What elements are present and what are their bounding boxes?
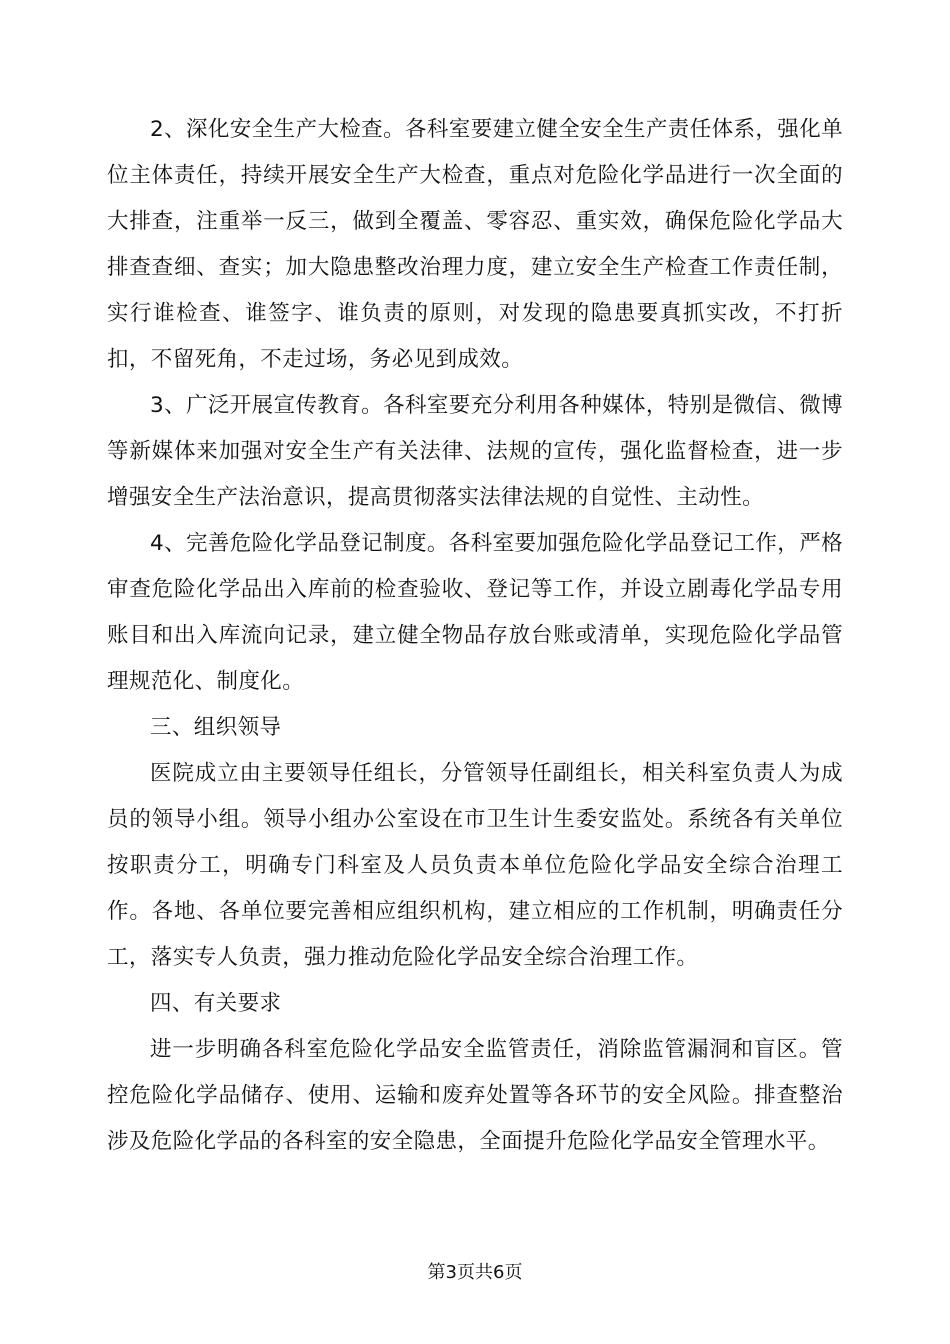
paragraph-requirements: 进一步明确各科室危险化学品安全监管责任，消除监管漏洞和盲区。管控危险化学品储存、使用、运输和废弃处置等各环节的安全风险。排查整治涉及危险化学品的各科室的安全隐患，全面提升危险化学品安全管理水平。 (107, 1037, 843, 1154)
document-body (107, 107, 843, 1165)
paragraph-chemical-registration: 4、完善危险化学品登记制度。各科室要加强危险化学品登记工作，严格审查危险化学品出入库前的检查验收、登记等工作，并设立剧毒化学品专用账目和出入库流向记录，建立健全物品存放台账或清单，实现危险化学品管理规范化、制度化。 (107, 531, 843, 694)
paragraph-publicity-education: 3、广泛开展宣传教育。各科室要充分利用各种媒体，特别是微信、微博等新媒体来加强对安全生产有关法律、法规的宣传，强化监督检查，进一步增强安全生产法治意识，提高贯彻落实法律法规的自觉性、主动性。 (107, 393, 843, 510)
section-heading-organization: 三、组织领导 (150, 715, 282, 740)
page-number-footer: 第3页共6页 (427, 1262, 523, 1283)
paragraph-deepen-safety-inspection: 2、深化安全生产大检查。各科室要建立健全安全生产责任体系，强化单位主体责任，持续开展安全生产大检查，重点对危险化学品进行一次全面的大排查，注重举一反三，做到全覆盖、零容忍、重实效，确保危险化学品大排查查细、查实；加大隐患整改治理力度，建立安全生产检查工作责任制，实行谁检查、谁签字、谁负责的原则，对发现的隐患要真抓实改，不打折扣，不留死角，不走过场，务必见到成效。 (107, 117, 843, 372)
section-heading-requirements: 四、有关要求 (150, 991, 282, 1016)
paragraph-organization: 医院成立由主要领导任组长，分管领导任副组长，相关科室负责人为成员的领导小组。领导小组办公室设在市卫生计生委安监处。系统各有关单位按职责分工，明确专门科室及人员负责本单位危险化学品安全综合治理工作。各地、各单位要完善相应组织机构，建立相应的工作机制，明确责任分工，落实专人负责，强力推动危险化学品安全综合治理工作。 (107, 761, 843, 970)
